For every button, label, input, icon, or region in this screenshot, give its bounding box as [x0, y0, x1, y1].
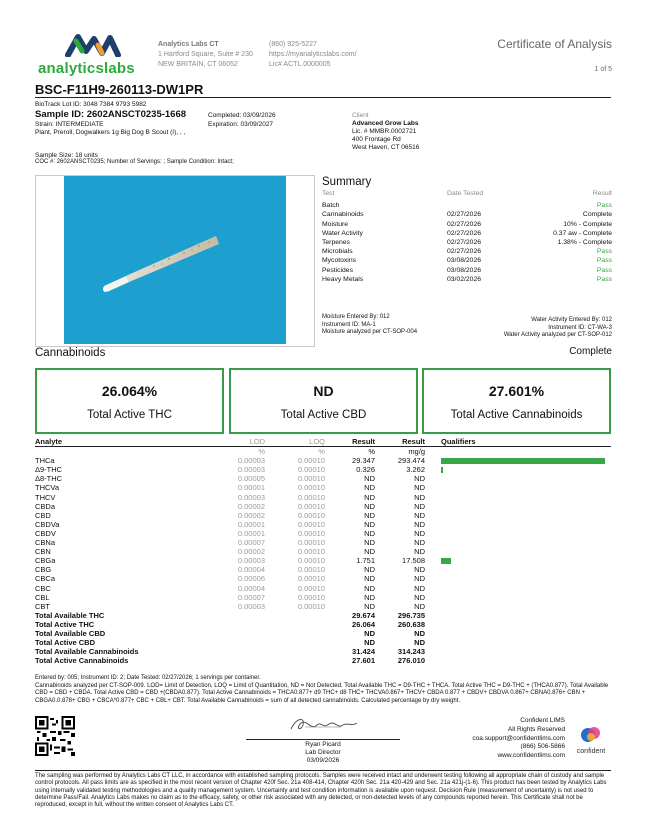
total-active-cbd-value: ND [313, 383, 334, 399]
summary-row [322, 248, 612, 257]
signature-date: 03/09/2026 [306, 757, 340, 764]
total-loq [265, 656, 325, 665]
total-loq [265, 611, 325, 620]
signer-title: Lab Director [305, 749, 341, 756]
total-loq [265, 647, 325, 656]
analyte-qualifier [425, 556, 611, 565]
summary-row [322, 276, 612, 285]
analyte-result-mg: 3.262 [406, 465, 425, 475]
summary-date: 02/27/2026 [447, 248, 482, 256]
total-active-thc-label: Total Active THC [87, 409, 172, 421]
analyte-result-mg: ND [414, 501, 425, 511]
analyte-qualifier [425, 502, 611, 511]
total-result-pct: 31.424 [352, 647, 375, 657]
analyte-name: THCa [35, 456, 55, 466]
analyte-name: CBDVa [35, 519, 60, 529]
table-row [35, 574, 611, 583]
analyte-result-pct: ND [364, 519, 375, 529]
summary-row [322, 239, 612, 248]
summary-row [322, 257, 612, 266]
lims-phone: (866) 506-5866 [520, 743, 565, 751]
product-description: Plant, Preroll, Dogwalkers 1g Big Dog B Scout (I), , , [35, 129, 186, 136]
analyte-loq: 0.00010 [297, 574, 325, 584]
moisture-entered: Moisture Entered By: 012 [322, 314, 390, 320]
table-row [35, 593, 611, 602]
analyte-name: CBCa [35, 574, 56, 584]
analyte-name: CBN [35, 547, 51, 557]
analyte-result-pct: ND [364, 547, 375, 557]
analyte-lod: 0.00006 [237, 574, 265, 584]
analyte-lod: 0.00001 [237, 519, 265, 529]
summary-header [322, 190, 612, 199]
analyte-result-pct: ND [364, 492, 375, 502]
analyte-qualifier [425, 511, 611, 520]
analyte-result-mg: ND [414, 492, 425, 502]
summary-result: Pass [596, 266, 612, 274]
col-result-pct: Result [325, 437, 375, 447]
lab-address-line1: 1 Hartford Square, Suite # 230 [158, 51, 253, 58]
total-name: Total Available CBD [35, 628, 106, 638]
total-lod [215, 611, 265, 620]
analyte-lod: 0.00002 [237, 547, 265, 557]
logo-text: analyticslabs [38, 60, 135, 77]
header-divider [35, 97, 611, 98]
analyte-name: CBD [35, 510, 51, 520]
analyte-result-mg: ND [414, 601, 425, 611]
analyte-result-mg: 17.508 [402, 556, 425, 566]
analyte-result-pct: 1.751 [356, 556, 375, 566]
analyte-qualifier [425, 584, 611, 593]
lab-name: Analytics Labs CT [158, 41, 219, 48]
total-lod [215, 647, 265, 656]
signature-block [246, 715, 400, 765]
summary-test: Heavy Metals [322, 275, 364, 283]
analyte-lod: 0.00001 [237, 528, 265, 538]
unit-result-mg: mg/g [408, 447, 425, 457]
lab-license: Lic# ACTL.0000005 [269, 61, 331, 68]
total-name: Total Available THC [35, 610, 105, 620]
sample-size: Sample Size: 18 units [35, 152, 98, 159]
analyte-qualifier [425, 574, 611, 583]
summary-test: Moisture [322, 220, 349, 228]
analyte-result-mg: 293.474 [397, 456, 425, 466]
table-units-row [35, 447, 611, 457]
table-row [35, 584, 611, 593]
confident-logo [570, 725, 612, 755]
wa-sop: Water Activity analyzed per CT-SOP-012 [503, 332, 612, 338]
summary-test: Mycotoxins [322, 257, 356, 265]
analyte-loq: 0.00010 [297, 601, 325, 611]
summary-date: 02/27/2026 [447, 211, 482, 219]
analyte-name: CBDa [35, 501, 56, 511]
total-loq [265, 629, 325, 638]
summary-row [322, 211, 612, 220]
expiration-date: Expiration: 03/09/2027 [208, 121, 274, 128]
biotrack-lot-id: BioTrack Lot ID: 3048 7384 9793 5982 [35, 101, 147, 108]
client-block [352, 112, 419, 152]
cannabinoids-title: Cannabinoids [35, 347, 106, 359]
summary-test: Cannabinoids [322, 211, 364, 219]
analysis-notes [35, 675, 611, 705]
analyte-result-mg: ND [414, 538, 425, 548]
analyte-result-mg: ND [414, 547, 425, 557]
signer-name: Ryan Picard [246, 739, 400, 749]
summary-date: 02/27/2026 [447, 229, 482, 237]
total-active-cbd-box [229, 368, 418, 434]
col-analyte: Analyte [35, 437, 215, 447]
lims-info [472, 717, 565, 761]
table-row [35, 483, 611, 492]
total-result-pct: 27.601 [352, 656, 375, 666]
total-result-mg: 314.243 [397, 647, 425, 657]
analyte-loq: 0.00010 [297, 528, 325, 538]
summary-test: Pesticides [322, 266, 353, 274]
coc-info: COC #: 2602ANSCT0235; Number of Servings: ; Sample Condition: Intact; [35, 159, 234, 165]
analyte-result-pct: 0.326 [356, 465, 375, 475]
table-row [35, 511, 611, 520]
analyte-lod: 0.00002 [237, 501, 265, 511]
summary-rows [322, 202, 612, 285]
lims-web[interactable]: www.confidentlims.com [497, 752, 565, 760]
total-result-mg: 260.638 [397, 619, 425, 629]
client-license: Lic. # MMBR.0002721 [352, 128, 417, 135]
analyte-result-mg: ND [414, 510, 425, 520]
notes-line2: Cannabinoids analyzed per CT-SOP-009. LOD= Limit of Detection, LOQ = Limit of Quantitation, ND = Not Detected. Total Available THC = D9-THC + THCA. Total Active THC = D9-THC + (THCA0.877). Total Available CBD = CBD + CBDA. Total Active CBD = CBD +(CBDA0.877). Total Active Cannabinoids = THCA0.877+ d9 THC+ d8 THC+ THCVA0.867+ THCV+ CBDA 0.877 + CBDV+ CBDVA 0.867+ CBNA0.876+ CBN + CBGA0.0.878+ CBG + CBCA*0.877+ CBC + CBL+ CBT. Total Available Cannabinoids = sum of all detected cannabinoids. Calculated percentage by dry weight. [35, 682, 609, 704]
total-result-pct: ND [364, 638, 375, 648]
total-active-cbd-label: Total Active CBD [280, 409, 367, 421]
total-active-thc-box [35, 368, 224, 434]
total-row [35, 620, 611, 629]
analyte-qualifier [425, 456, 611, 465]
analyte-qualifier [425, 529, 611, 538]
total-name: Total Active Cannabinoids [35, 656, 129, 666]
lab-phone: (860) 925-5227 [269, 41, 317, 48]
summary-date: 03/08/2026 [447, 266, 482, 274]
analyte-result-mg: ND [414, 583, 425, 593]
lims-rights: All Rights Reserved [507, 725, 565, 733]
analyte-result-mg: ND [414, 528, 425, 538]
summary-row [322, 230, 612, 239]
total-result-mg: ND [414, 638, 425, 648]
total-result-pct: 26.064 [352, 619, 375, 629]
qr-code-icon[interactable] [35, 716, 75, 761]
analyte-loq: 0.00010 [297, 583, 325, 593]
analyte-result-pct: ND [364, 583, 375, 593]
result-bar [441, 558, 451, 564]
summary-col-test: Test [322, 190, 335, 197]
analyte-name: Δ8-THC [35, 474, 63, 484]
analyte-lod: 0.00003 [237, 601, 265, 611]
result-bar [441, 458, 605, 464]
table-row [35, 520, 611, 529]
analyte-loq: 0.00010 [297, 456, 325, 466]
analyte-result-pct: ND [364, 528, 375, 538]
lab-info [158, 40, 253, 70]
total-row [35, 629, 611, 638]
analyte-qualifier [425, 493, 611, 502]
analyte-lod: 0.00001 [237, 483, 265, 493]
analyte-qualifier [425, 565, 611, 574]
table-row [35, 502, 611, 511]
table-row [35, 602, 611, 611]
total-lod [215, 629, 265, 638]
table-row [35, 474, 611, 483]
summary-result: Pass [596, 275, 612, 283]
analyte-result-mg: ND [414, 592, 425, 602]
analyte-loq: 0.00010 [297, 510, 325, 520]
summary-result: Complete [582, 211, 612, 219]
water-activity-info [504, 317, 612, 340]
total-name: Total Active CBD [35, 638, 96, 648]
analyte-lod: 0.00003 [237, 456, 265, 466]
total-name: Total Available Cannabinoids [35, 647, 139, 657]
document-title: Certificate of Analysis [497, 37, 612, 51]
table-header-row [35, 437, 611, 447]
analyte-lod: 0.00003 [237, 465, 265, 475]
unit-lod: % [258, 447, 265, 457]
client-address1: 400 Frontage Rd [352, 136, 401, 143]
analyte-qualifier [425, 465, 611, 474]
analyte-result-mg: ND [414, 483, 425, 493]
analyte-name: CBDV [35, 528, 56, 538]
analyte-name: THCV [35, 492, 56, 502]
analyte-name: CBT [35, 601, 50, 611]
analyte-result-mg: ND [414, 574, 425, 584]
disclaimer: The sampling was performed by Analytics Labs CT LLC, in accordance with established sampling protocols. Samples were received intact and underwent testing following all appropriate chain of custody and sample control protocols. All pass limits are as specified in the most recent version of Chapter 420f Sec. 21a 408-414, Chapter 420h Sec. 21a 420-429 and Sec. 21a 421j-(1-6). This product has been tested by Analytics Labs using internally validated testing methodologies and a quality management system. Uncertainty and test condition information is available upon request. Decision Rule (measurement of uncertainty) is not used to determine Pass/Fail. Analytics Labs makes no claim as to the efficacy, safety, or other risk associated with any detected, or non-detected levels of any compounds reported herein. This Certificate shall not be reproduced, except in full, without the written consent of Analytics Labs CT. [35, 770, 611, 809]
summary-test: Microbials [322, 248, 353, 256]
analyte-qualifier [425, 593, 611, 602]
total-name: Total Active THC [35, 619, 95, 629]
notes-line1: Entered by: 005; Instrument ID: 2; Date Tested: 02/27/2026; 1 servings per container. [35, 675, 261, 681]
analyte-lod: 0.00007 [237, 592, 265, 602]
table-row [35, 538, 611, 547]
analyte-result-mg: ND [414, 565, 425, 575]
cannabinoid-table [35, 437, 611, 665]
strain: Strain: INTERMEDIATE [35, 121, 104, 128]
analyte-name: CBNa [35, 538, 56, 548]
analyte-loq: 0.00010 [297, 492, 325, 502]
analyte-loq: 0.00010 [297, 556, 325, 566]
total-qualifier [425, 656, 611, 665]
client-label: Client [352, 112, 369, 119]
total-result-mg: 276.010 [397, 656, 425, 666]
analyte-qualifier [425, 602, 611, 611]
total-active-cannabinoids-label: Total Active Cannabinoids [450, 409, 583, 421]
analyte-lod: 0.00005 [237, 474, 265, 484]
total-active-cannabinoids-box [422, 368, 611, 434]
table-row [35, 493, 611, 502]
analyte-result-pct: ND [364, 501, 375, 511]
total-row [35, 638, 611, 647]
total-result-pct: 29.674 [352, 610, 375, 620]
table-row [35, 556, 611, 565]
analyte-qualifier [425, 520, 611, 529]
summary-test: Water Activity [322, 229, 363, 237]
wa-instrument: Instrument ID: CT-WA-3 [548, 324, 612, 331]
moisture-info [322, 314, 417, 337]
analyte-result-pct: ND [364, 510, 375, 520]
lims-name: Confident LIMS [520, 717, 565, 724]
analyte-name: CBG [35, 565, 52, 575]
analyte-qualifier [425, 483, 611, 492]
lab-website[interactable]: https://myanalyticslabs.com/ [269, 51, 357, 58]
total-row [35, 647, 611, 656]
analyte-loq: 0.00010 [297, 565, 325, 575]
analyte-result-pct: ND [364, 601, 375, 611]
analyte-loq: 0.00010 [297, 483, 325, 493]
summary-date: 03/08/2026 [447, 257, 482, 265]
summary-result: 10% - Complete [563, 220, 612, 228]
total-result-mg: ND [414, 628, 425, 638]
total-result-pct: ND [364, 628, 375, 638]
analyte-result-pct: ND [364, 592, 375, 602]
total-lod [215, 656, 265, 665]
summary-result: 1.38% - Complete [557, 238, 612, 246]
total-qualifier [425, 638, 611, 647]
analyte-result-pct: ND [364, 483, 375, 493]
result-bar [441, 467, 443, 473]
analyte-qualifier [425, 538, 611, 547]
table-row [35, 465, 611, 474]
confident-logo-icon [579, 725, 603, 743]
table-row [35, 565, 611, 574]
analyticslabs-logo [38, 33, 150, 77]
analyte-lod: 0.00007 [237, 538, 265, 548]
analyte-result-pct: ND [364, 565, 375, 575]
analyte-qualifier [425, 547, 611, 556]
summary-result: Pass [596, 202, 612, 210]
completed-date: Completed: 03/09/2026 [208, 112, 276, 119]
analyte-lod: 0.00004 [237, 583, 265, 593]
analyte-name: THCVa [35, 483, 60, 493]
summary-row [322, 267, 612, 276]
summary-test: Terpenes [322, 238, 350, 246]
table-row [35, 529, 611, 538]
product-photo [35, 175, 315, 347]
total-qualifier [425, 629, 611, 638]
moisture-instrument: Instrument ID: MA-1 [322, 321, 376, 328]
analyte-loq: 0.00010 [297, 592, 325, 602]
analyte-result-mg: ND [414, 519, 425, 529]
analyte-name: CBGa [35, 556, 56, 566]
total-loq [265, 620, 325, 629]
lab-contact [269, 40, 357, 70]
analyte-loq: 0.00010 [297, 519, 325, 529]
summary-col-date: Date Tested [447, 190, 484, 197]
total-loq [265, 638, 325, 647]
total-active-cannabinoids-value: 27.601% [488, 383, 545, 399]
total-qualifier [425, 611, 611, 620]
total-row [35, 656, 611, 665]
analyte-lod: 0.00004 [237, 565, 265, 575]
total-result-mg: 296.735 [397, 610, 425, 620]
table-row [35, 547, 611, 556]
unit-loq: % [318, 447, 325, 457]
lab-address-line2: NEW BRITAIN, CT 06052 [158, 61, 238, 68]
summary-row [322, 221, 612, 230]
analyte-result-pct: ND [364, 574, 375, 584]
wa-entered: Water Activity Entered By: 012 [531, 317, 612, 323]
table-row [35, 456, 611, 465]
client-address2: West Haven, CT 06516 [352, 144, 420, 151]
summary-col-result: Result [592, 190, 612, 197]
col-result-mg: Result [375, 437, 425, 447]
analyte-lod: 0.00003 [237, 492, 265, 502]
analyte-lod: 0.00002 [237, 510, 265, 520]
col-qualifiers: Qualifiers [425, 437, 611, 447]
analyte-loq: 0.00010 [297, 501, 325, 511]
logo-mark-icon [38, 33, 150, 57]
summary-result: Pass [596, 248, 612, 256]
total-qualifier [425, 647, 611, 656]
photo-background [64, 176, 286, 344]
sample-id: Sample ID: 2602ANSCT0235-1668 [35, 109, 187, 120]
summary-date: 02/27/2026 [447, 238, 482, 246]
analyte-loq: 0.00010 [297, 474, 325, 484]
total-lod [215, 620, 265, 629]
total-lod [215, 638, 265, 647]
client-name: Advanced Grow Labs [352, 120, 419, 127]
analyte-loq: 0.00010 [297, 465, 325, 475]
col-loq: LOQ [265, 437, 325, 447]
summary-row [322, 202, 612, 211]
summary-panel [322, 176, 612, 338]
total-active-thc-value: 26.064% [101, 383, 158, 399]
cannabinoids-status: Complete [569, 346, 612, 357]
confident-logo-text: confident [576, 748, 606, 755]
analyte-lod: 0.00003 [237, 556, 265, 566]
preroll-image [64, 176, 286, 344]
summary-result: 0.37 aw - Complete [553, 229, 612, 237]
batch-id: BSC-F11H9-260113-DW1PR [35, 82, 204, 97]
total-qualifier [425, 620, 611, 629]
total-row [35, 611, 611, 620]
analyte-result-pct: ND [364, 474, 375, 484]
analyte-result-pct: 29.347 [352, 456, 375, 466]
moisture-sop: Moisture analyzed per CT-SOP-004 [322, 329, 418, 335]
analyte-qualifier [425, 474, 611, 483]
summary-test: Batch [322, 202, 340, 210]
analyte-name: CBL [35, 592, 50, 602]
summary-title: Summary [322, 176, 372, 188]
signature-image [283, 715, 363, 735]
lims-email[interactable]: coa.support@confidentlims.com [472, 734, 565, 742]
analyte-result-pct: ND [364, 538, 375, 548]
page-number: 1 of 5 [594, 66, 612, 73]
summary-date: 02/27/2026 [447, 220, 482, 228]
analyte-name: CBC [35, 583, 51, 593]
col-lod: LOD [215, 437, 265, 447]
analyte-name: Δ9-THC [35, 465, 63, 475]
unit-result-pct: % [368, 447, 375, 457]
summary-result: Pass [596, 257, 612, 265]
analyte-loq: 0.00010 [297, 538, 325, 548]
summary-date: 03/02/2026 [447, 275, 482, 283]
analyte-loq: 0.00010 [297, 547, 325, 557]
analyte-result-mg: ND [414, 474, 425, 484]
